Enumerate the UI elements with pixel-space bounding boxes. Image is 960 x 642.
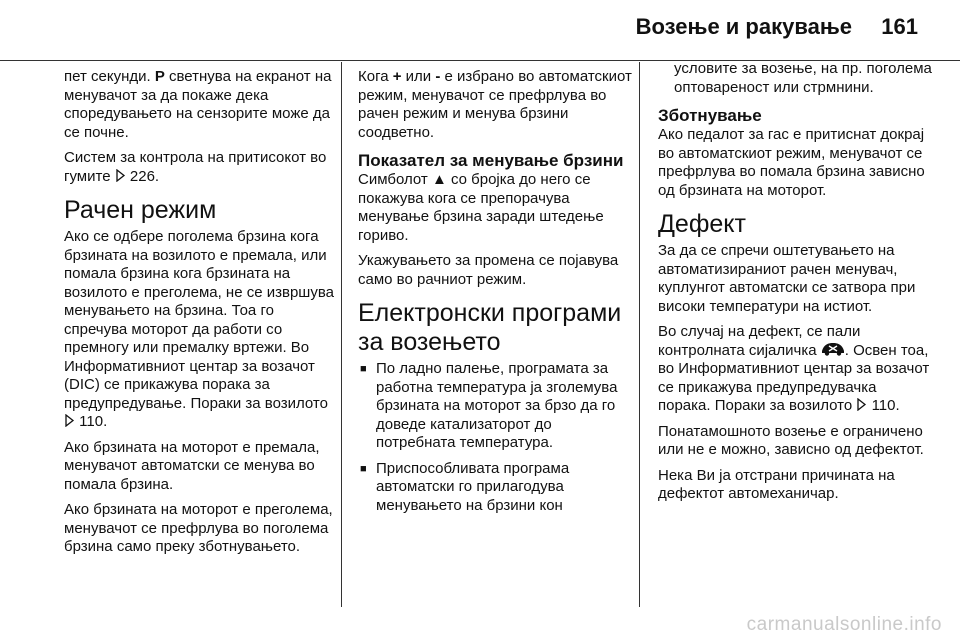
paragraph: Ако брзината на моторот е премала, менувачот автоматски се менува во помала брзина. [64,438,320,493]
column-2 [358,68,632,522]
heading-fault: Дефект [658,210,746,238]
column-divider [341,62,342,607]
paragraph: Во случај на дефект, се пали контролната сијаличка . Освен тоа, во Информативниот центар за возачот се прикажува предупредувачка порака. Пораки за возилото 110. [658,323,930,414]
paragraph: За да се спречи оштетувањето на автоматизираниот рачен менувач, куплунгот автоматски се затвора при високи температури на истиот. [658,242,916,315]
paragraph: Симболот ▲ со бројка до него се покажува кога се препорачува менување брзина заради штедење гориво. [358,171,604,244]
column-divider [639,62,640,607]
heading-manual-mode: Рачен режим [64,196,217,224]
minus-symbol: - [435,68,441,85]
list-item: ■ Приспособливата програма автоматски го прилагодува менувањето на брзини кон [360,459,570,514]
paragraph: Понатамошното возење е ограничено или не е можно, зависно од дефектот. [658,422,924,458]
paragraph: Ако брзината на моторот е преголема, менувачот се префрлува во поголема брзина само преку зботнувањето. [64,501,333,555]
column-3 [658,60,932,511]
paragraph: Нека Ви ја отстрани причината на дефектот автомеханичар. [658,466,895,502]
bullet-square-icon: ■ [360,462,367,475]
page-title: Возење и ракување [635,14,852,39]
column-1 [64,68,338,564]
plus-symbol: + [392,68,402,85]
transmission-warning-icon [821,342,845,356]
paragraph: Ако педалот за гас е притиснат докрај во автоматскиот режим, менувачот се префрлува во помала брзина зависно од брзината на моторот. [658,126,925,199]
page-reference-icon [856,398,867,411]
heading-electronic-programs: Електронски програми за возењето [358,299,622,356]
triangle-up-icon: ▲ [431,171,447,188]
paragraph: Ако се одбере поголема брзина кога брзината на возилото е премала, или помала брзина кога брзината на возилото е преголема, не се извршува менувањето на брзина. Тоа го спречува моторот да работи со премногу или премалку вртежи. Во Информативниот центар за возачот (DIC) се прикажува порака за предупредување. Пораки за возилото 110. [64,228,334,430]
page-reference: 110. [79,413,108,430]
gear-p-letter: P [154,68,165,85]
page-reference: 110. [871,397,900,414]
bullet-square-icon: ■ [360,363,367,375]
paragraph: пет секунди. P светнува на екранот на менувачот за да покаже дека споредувањето на сензорите може да се почне. [64,68,332,141]
paragraph: Укажувањето за промена се појавува само во рачниот режим. [358,252,619,288]
page-reference-icon [64,414,75,427]
paragraph: Систем за контрола на притисокот во гумите 226. [64,149,327,185]
page-reference-icon [115,169,126,182]
watermark: carmanualsonline.info [746,614,942,635]
page-header [0,0,960,50]
paragraph: Кога + или - е избрано во автоматскиот режим, менувачот се префрлува во рачен режим и менува брзини соодветно. [358,68,632,141]
page-reference: 226. [129,167,160,185]
list-item: ■ По ладно палење, програмата за работна температура ја зголемува брзината на моторот за брзо да го доведе катализаторот до потребната температура. [360,360,618,451]
heading-shift-indicator: Показател за менување брзини [358,151,624,170]
paragraph-continued: условите за возење, на пр. поголема оптовареност или стрмнини. [674,60,932,96]
heading-kickdown: Зботнување [658,106,762,125]
page-number: 161 [881,14,918,39]
